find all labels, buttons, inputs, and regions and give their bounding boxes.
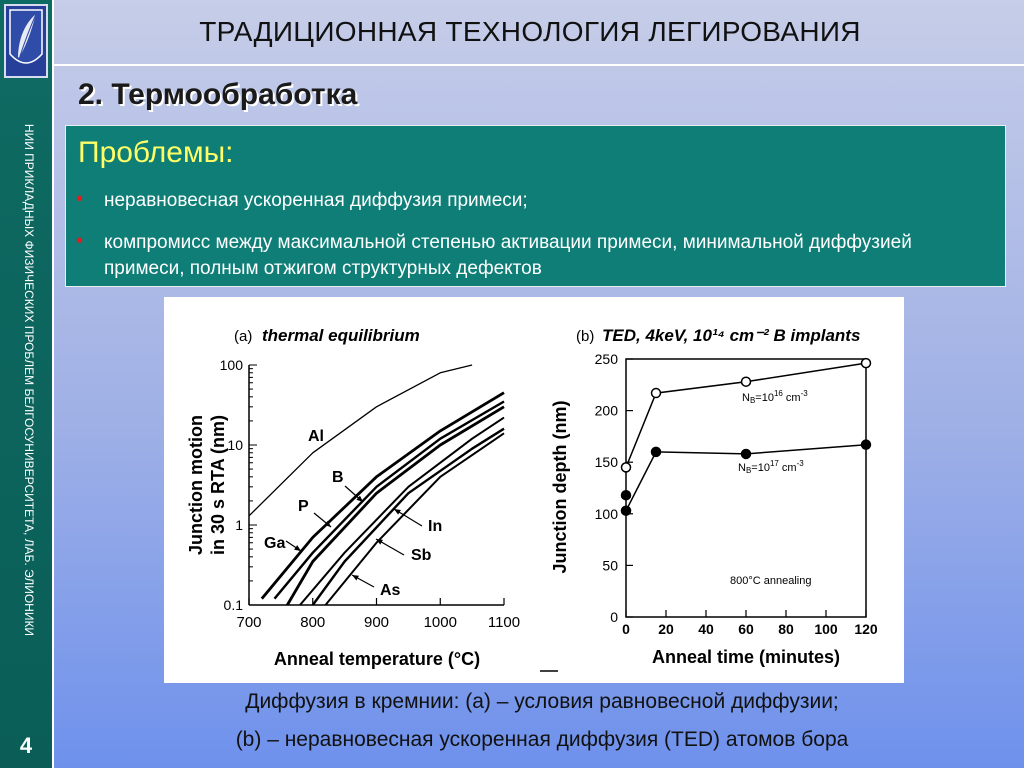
x-axis-title: Anneal temperature (°C) — [273, 649, 481, 669]
data-point-2 — [652, 447, 661, 456]
y-tick-label: 250 — [594, 351, 618, 367]
x-tick-label: 20 — [658, 621, 674, 637]
x-tick-label: 40 — [698, 621, 714, 637]
data-point-1 — [652, 389, 661, 398]
panel-a-title: thermal equilibrium — [262, 326, 420, 345]
figure-caption-line-2: (b) – неравновесная ускоренная диффузия (TED) атомов бора — [235, 728, 849, 751]
y-axis-title: Junction depth (nm) — [550, 400, 570, 574]
data-point-1 — [622, 463, 631, 472]
page-number: 4 — [19, 733, 33, 758]
label-arrowhead — [394, 509, 401, 515]
x-tick-label: 900 — [363, 614, 390, 631]
institute-label: НИИ ПРИКЛАДНЫХ ФИЗИЧЕСКИХ ПРОБЛЕМ БЕЛГОСУНИВЕРСИТЕТА, ЛАБ. ЭЛИОНИКИ — [22, 123, 36, 637]
figure-caption-line-1: Диффузия в кремнии: (а) – условия равновесной диффузии; — [245, 690, 839, 713]
series-label-2: $NB=10^{17}$ $cm^{-3}$ — [738, 459, 804, 475]
x-tick-label: 100 — [814, 621, 838, 637]
panel-b-title: TED, 4keV, 10¹⁴ cm⁻² B implants — [602, 326, 861, 345]
series-label-1: $NB=10^{16}$ $cm^{-3}$ — [742, 389, 808, 405]
x-tick-label: 1100 — [487, 614, 521, 631]
x-tick-label: 700 — [236, 614, 262, 631]
data-point-2 — [862, 440, 871, 449]
sidebar — [0, 0, 54, 768]
x-tick-label: 120 — [854, 621, 878, 637]
panel-b-label: (b) — [576, 328, 595, 345]
curve-label-sb: Sb — [411, 547, 432, 564]
y-tick-label: 100 — [219, 357, 243, 373]
curve-label-al: Al — [308, 428, 324, 445]
problems-box — [65, 125, 1006, 287]
y-tick-label: 200 — [594, 402, 618, 419]
feather-shield-icon — [4, 4, 48, 78]
label-arrowhead — [294, 545, 301, 551]
header-divider — [52, 64, 1024, 66]
section-heading: 2. Термообработка — [78, 78, 358, 111]
y-axis-title-line-1: Junction motion — [186, 415, 206, 555]
x-tick-label: 800 — [300, 614, 326, 631]
data-point-1 — [862, 359, 871, 368]
curve-label-b: B — [332, 469, 344, 486]
y-tick-label: 1 — [235, 517, 243, 533]
x-tick-label: 1000 — [423, 614, 457, 631]
panel-a-label: (a) — [234, 328, 253, 345]
diffusion-figure — [164, 297, 904, 683]
curve-label-in: In — [428, 518, 443, 535]
y-tick-label: 50 — [602, 557, 618, 574]
bullet-marker: • — [76, 188, 84, 210]
data-point-2 — [742, 449, 751, 458]
problem-item-2: компромисс между максимальной степенью активации примеси, минимальной диффузией примеси, полным отжигом структурных дефектов — [104, 232, 912, 279]
series-line-in — [300, 418, 504, 605]
x-tick-label: 80 — [778, 621, 794, 637]
data-point-2 — [622, 491, 631, 500]
chart-ted — [534, 297, 904, 683]
y-axis-title-line-2: in 30 s RTA (nm) — [208, 414, 228, 556]
annealing-annotation: 800°C annealing — [730, 575, 812, 587]
curve-label-p: P — [298, 498, 309, 515]
y-tick-label: 100 — [594, 505, 618, 522]
x-tick-label: 0 — [622, 621, 630, 637]
x-tick-label: 60 — [738, 621, 754, 637]
data-point-2 — [622, 506, 631, 515]
bullet-marker: • — [76, 230, 84, 252]
chart-thermal-equilibrium — [164, 297, 534, 683]
y-tick-label: 150 — [594, 454, 618, 471]
curve-label-as: As — [380, 582, 401, 599]
y-tick-label: 0.1 — [223, 597, 243, 613]
slide-title: ТРАДИЦИОННАЯ ТЕХНОЛОГИЯ ЛЕГИРОВАНИЯ — [199, 16, 861, 47]
data-point-1 — [742, 377, 751, 386]
y-tick-label: 10 — [227, 437, 243, 453]
problem-item-1: неравновесная ускоренная диффузия примеси; — [104, 190, 528, 211]
curve-label-ga: Ga — [264, 535, 286, 552]
y-tick-label: 0 — [610, 609, 618, 625]
problems-title: Проблемы: — [78, 136, 234, 169]
x-axis-title: Anneal time (minutes) — [651, 647, 841, 667]
